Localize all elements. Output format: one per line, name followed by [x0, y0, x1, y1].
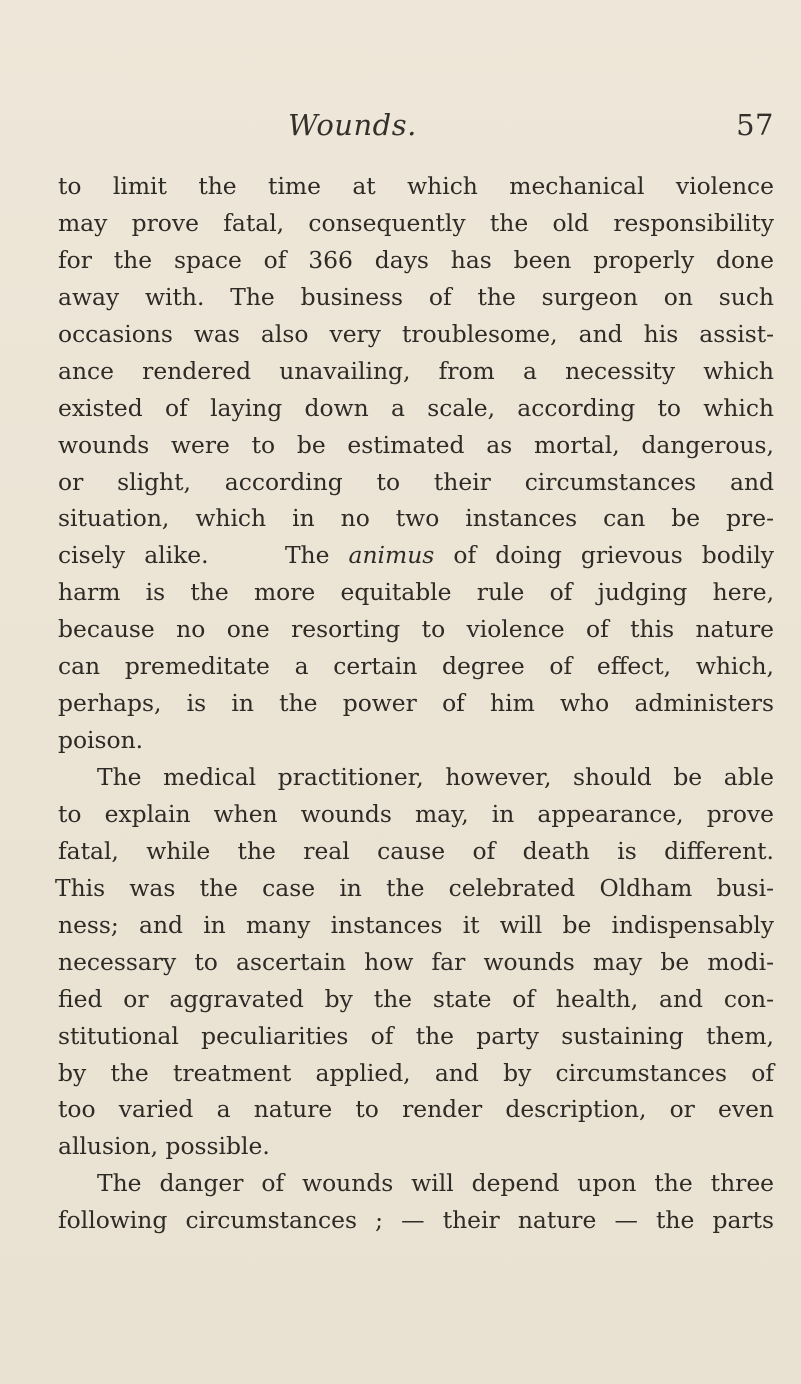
- text-line-17: The medical practitioner, however, should be able: [97, 763, 774, 791]
- text-line-18: to explain when wounds may, in appearance, prove: [58, 799, 774, 828]
- text-line-2: may prove fatal, consequently the old responsibility: [58, 208, 774, 237]
- page-number: 57: [736, 108, 774, 142]
- text-line-21: ness; and in many instances it will be indispensably: [58, 910, 774, 939]
- text-line-25: by the treatment applied, and by circumstances of: [58, 1058, 774, 1087]
- text-line-12: harm is the more equitable rule of judging here,: [58, 578, 774, 607]
- text-line-3: for the space of 366 days has been properly done: [58, 245, 774, 274]
- text-line-8: wounds were to be estimated as mortal, dangerous,: [58, 430, 774, 459]
- text-line-29: following circumstances ; — their nature — the parts: [58, 1206, 774, 1235]
- text-line-26: too varied a nature to render description, or even: [58, 1095, 774, 1124]
- text-line-11: [58, 537, 774, 574]
- text-line-20: This was the case in the celebrated Oldham busi-: [55, 873, 774, 902]
- text-line-16: poison.: [58, 726, 144, 755]
- text-line-19: fatal, while the real cause of death is different.: [58, 836, 774, 865]
- text-line-11-pre: The: [284, 541, 330, 570]
- text-line-22: necessary to ascertain how far wounds may be modi-: [58, 947, 774, 976]
- italic-animus: animus: [348, 541, 435, 570]
- text-line-4: away with. The business of the surgeon on such: [58, 282, 774, 311]
- body-text: [55, 168, 775, 1239]
- text-line-6: ance rendered unavailing, from a necessity which: [58, 356, 774, 385]
- text-line-9: or slight, according to their circumstances and: [58, 467, 774, 496]
- text-line-28: The danger of wounds will depend upon the three: [97, 1169, 774, 1198]
- text-line-1: to limit the time at which mechanical violence: [58, 172, 774, 200]
- text-line-11-start: cisely alike.: [58, 541, 209, 570]
- page-header: [254, 108, 774, 148]
- running-title: Wounds.: [288, 108, 417, 142]
- text-line-23: fied or aggravated by the state of health, and con-: [58, 984, 774, 1013]
- text-line-11-post: of doing grievous bodily: [453, 541, 775, 570]
- text-line-14: can premeditate a certain degree of effect, which,: [58, 652, 774, 681]
- text-line-27: allusion, possible.: [58, 1132, 270, 1161]
- text-line-5: occasions was also very troublesome, and his assist-: [58, 319, 774, 348]
- text-line-7: existed of laying down a scale, according to which: [58, 393, 774, 422]
- text-line-15: perhaps, is in the power of him who administers: [58, 689, 774, 718]
- text-line-10: situation, which in no two instances can be pre-: [58, 504, 774, 533]
- text-line-24: stitutional peculiarities of the party sustaining them,: [58, 1021, 774, 1050]
- text-line-13: because no one resorting to violence of this nature: [58, 615, 774, 644]
